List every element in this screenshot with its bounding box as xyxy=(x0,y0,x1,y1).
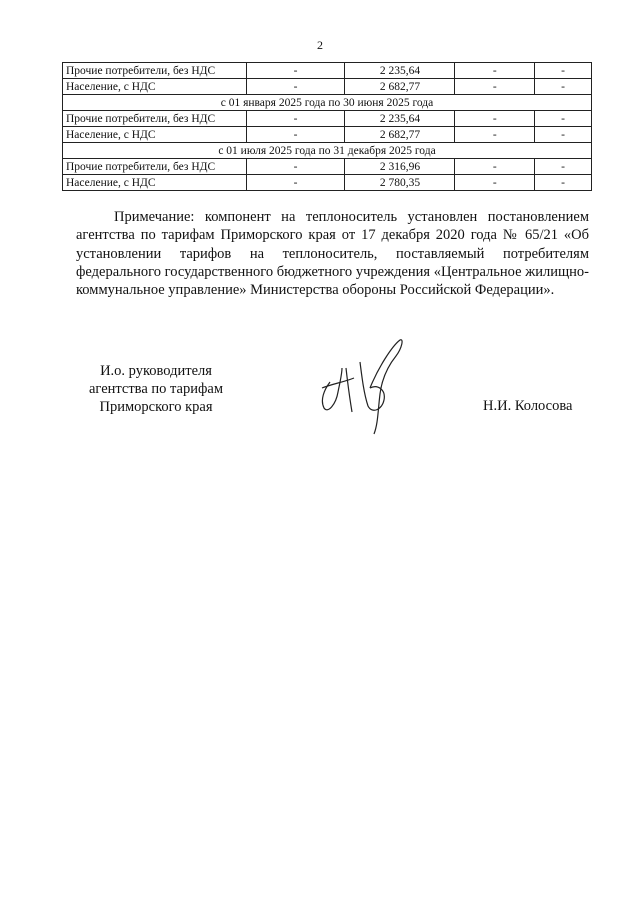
value-cell: - xyxy=(455,111,535,127)
period-label: с 01 января 2025 года по 30 июня 2025 года xyxy=(63,95,592,111)
value-cell: - xyxy=(455,63,535,79)
consumer-category-cell: Прочие потребители, без НДС xyxy=(63,63,247,79)
signatory-position-line: И.о. руководителя xyxy=(100,363,212,379)
tariff-value-cell: 2 235,64 xyxy=(345,63,455,79)
period-header-row xyxy=(63,143,592,159)
signatory-position xyxy=(66,362,246,416)
signatory-position-line: Приморского края xyxy=(99,399,213,415)
signatory-position-line: агентства по тарифам xyxy=(89,381,223,397)
value-cell: - xyxy=(535,63,592,79)
table-row xyxy=(63,175,592,191)
value-cell: - xyxy=(535,79,592,95)
value-cell: - xyxy=(246,79,345,95)
value-cell: - xyxy=(455,127,535,143)
tariff-value-cell: 2 235,64 xyxy=(345,111,455,127)
period-header-row xyxy=(63,95,592,111)
consumer-category-cell: Население, с НДС xyxy=(63,175,247,191)
value-cell: - xyxy=(535,175,592,191)
value-cell: - xyxy=(455,175,535,191)
consumer-category-cell: Население, с НДС xyxy=(63,127,247,143)
value-cell: - xyxy=(246,159,345,175)
page-number: 2 xyxy=(317,38,323,52)
handwritten-signature xyxy=(312,338,412,438)
signer-name: Н.И. Колосова xyxy=(483,398,573,414)
value-cell: - xyxy=(535,111,592,127)
tariff-table xyxy=(62,62,592,191)
tariff-value-cell: 2 780,35 xyxy=(345,175,455,191)
table-row xyxy=(63,159,592,175)
table-row xyxy=(63,111,592,127)
value-cell: - xyxy=(455,79,535,95)
note-paragraph: Примечание: компонент на теплоноситель установлен постановлением агентства по тарифам Приморского края от 17 декабря 2020 года № 65/21 «Об установлении тарифов на теплоноситель, поставляемый потребителям федерального государственного бюджетного учреждения «Центральное жилищно-коммунальное управление» Министерства обороны Российской Федерации». xyxy=(76,209,589,299)
tariff-value-cell: 2 316,96 xyxy=(345,159,455,175)
value-cell: - xyxy=(246,127,345,143)
value-cell: - xyxy=(246,111,345,127)
consumer-category-cell: Прочие потребители, без НДС xyxy=(63,111,247,127)
tariff-value-cell: 2 682,77 xyxy=(345,79,455,95)
consumer-category-cell: Население, с НДС xyxy=(63,79,247,95)
value-cell: - xyxy=(246,175,345,191)
value-cell: - xyxy=(535,159,592,175)
consumer-category-cell: Прочие потребители, без НДС xyxy=(63,159,247,175)
value-cell: - xyxy=(455,159,535,175)
table-row xyxy=(63,63,592,79)
value-cell: - xyxy=(246,63,345,79)
value-cell: - xyxy=(535,127,592,143)
table-row xyxy=(63,79,592,95)
period-label: с 01 июля 2025 года по 31 декабря 2025 года xyxy=(63,143,592,159)
tariff-table-body xyxy=(63,63,592,191)
tariff-value-cell: 2 682,77 xyxy=(345,127,455,143)
table-row xyxy=(63,127,592,143)
